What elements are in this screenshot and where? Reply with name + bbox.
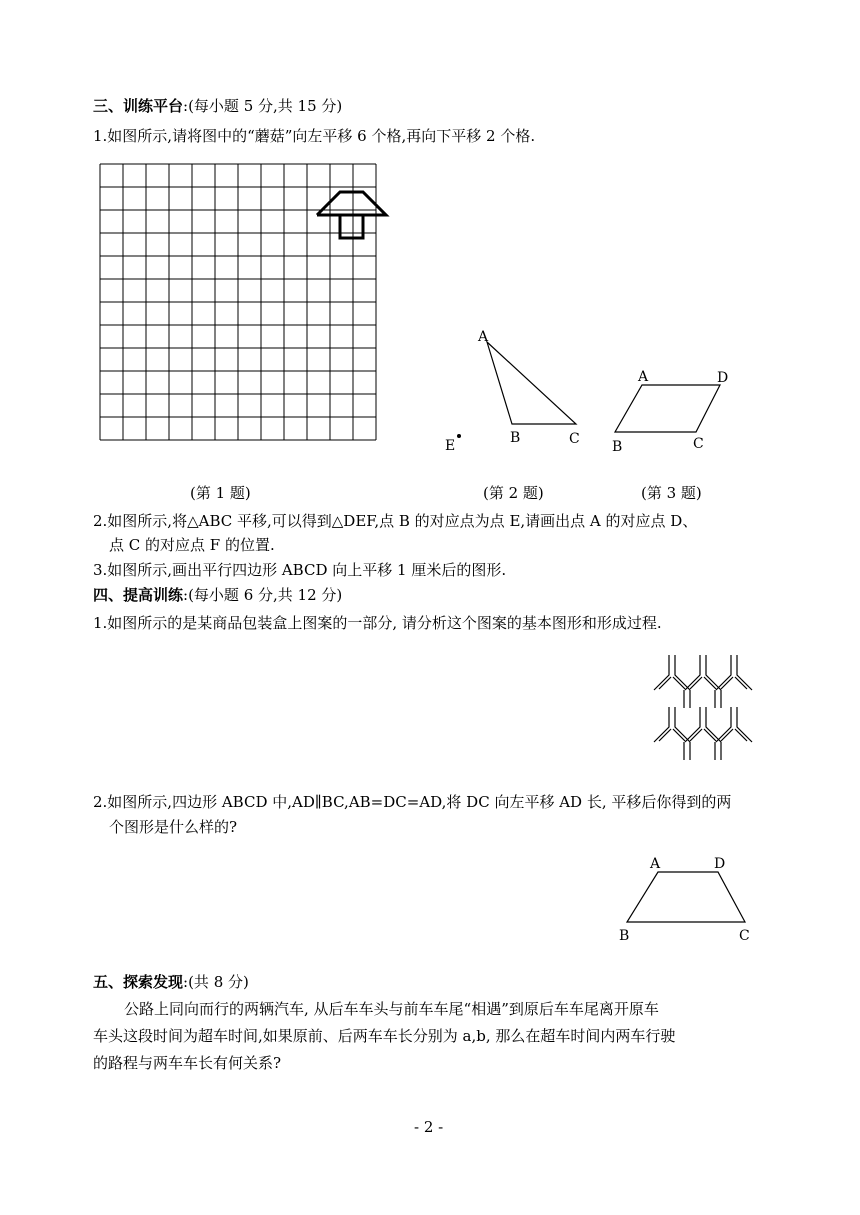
section-4-heading [93, 585, 342, 605]
label-b: B [619, 928, 630, 944]
parallelogram-figure [605, 362, 745, 455]
label-a: A [650, 856, 661, 872]
pattern-figure [650, 645, 780, 775]
pattern-stroke [675, 707, 690, 742]
pattern-stroke [685, 707, 700, 742]
question-3-1: 1.如图所示,请将图中的“蘑菇”向左平移 6 个格,再向下平移 2 个格. [93, 127, 536, 145]
label-a: A [638, 369, 649, 385]
question-4-2-line-1: 2.如图所示,四边形 ABCD 中,AD∥BC,AB=DC=AD,将 DC 向左平移 AD 长, 平移后你得到的两 [93, 793, 732, 811]
pattern-stroke [706, 707, 721, 742]
section-5-paragraph-line-1: 公路上同向而行的两辆汽车, 从后车车头与前车车尾“相遇”到原后车车尾离开原车 [124, 1000, 659, 1018]
caption-figure-1: (第 1 题) [190, 484, 251, 502]
caption-figure-3: (第 3 题) [641, 484, 702, 502]
section-5-title: 五、探索发现 [93, 973, 184, 991]
pattern-stroke [675, 655, 690, 690]
section-4-title: 四、提高训练 [93, 586, 184, 604]
question-3-2-line-2: 点 C 的对应点 F 的位置. [109, 536, 275, 554]
label-b: B [612, 439, 623, 455]
pattern-stroke [706, 655, 721, 690]
section-3-score-note: :(每小题 5 分,共 15 分) [183, 97, 343, 115]
triangle-figure [440, 325, 580, 455]
section-4-score-note: :(每小题 6 分,共 12 分) [183, 586, 343, 604]
section-5-heading [93, 972, 249, 992]
pattern-stroke [654, 707, 669, 742]
section-5-paragraph-line-2: 车头这段时间为超车时间,如果原前、后两车车长分别为 a,b, 那么在超车时间内两车行驶 [93, 1027, 676, 1045]
label-b: B [510, 430, 521, 446]
mushroom-stem [340, 215, 363, 238]
grid-figure [100, 164, 390, 454]
question-4-2-line-2: 个图形是什么样的? [109, 818, 238, 836]
label-d: D [717, 370, 729, 386]
pattern-stroke [716, 707, 731, 742]
triangle-abc [487, 342, 576, 424]
label-d: D [714, 856, 726, 872]
trapezoid-abcd [627, 872, 745, 922]
section-3-title: 三、训练平台 [93, 97, 184, 115]
pattern-stroke [737, 707, 752, 742]
section-5-paragraph-line-3: 的路程与两车车长有何关系? [93, 1054, 282, 1072]
pattern-stroke [716, 655, 731, 690]
section-3-heading [93, 96, 342, 116]
question-4-1: 1.如图所示的是某商品包装盒上图案的一部分, 请分析这个图案的基本图形和形成过程. [93, 614, 662, 632]
label-c: C [569, 431, 580, 447]
label-a: A [478, 329, 489, 345]
page-number: - 2 - [414, 1118, 444, 1136]
label-c: C [693, 436, 704, 452]
question-3-3: 3.如图所示,画出平行四边形 ABCD 向上平移 1 厘米后的图形. [93, 561, 507, 579]
question-3-2-line-1: 2.如图所示,将△ABC 平移,可以得到△DEF,点 B 的对应点为点 E,请画出点 A 的对应点 D、 [93, 512, 698, 530]
pattern-stroke [737, 655, 752, 690]
label-e: E [445, 438, 456, 454]
point-e [457, 434, 461, 438]
pattern-stroke [685, 655, 700, 690]
pattern-stroke [654, 655, 669, 690]
section-5-score-note: :(共 8 分) [183, 973, 249, 991]
caption-figure-2: (第 2 题) [483, 484, 544, 502]
trapezoid-figure [615, 852, 755, 947]
label-c: C [739, 928, 750, 944]
parallelogram-abcd [615, 385, 720, 432]
